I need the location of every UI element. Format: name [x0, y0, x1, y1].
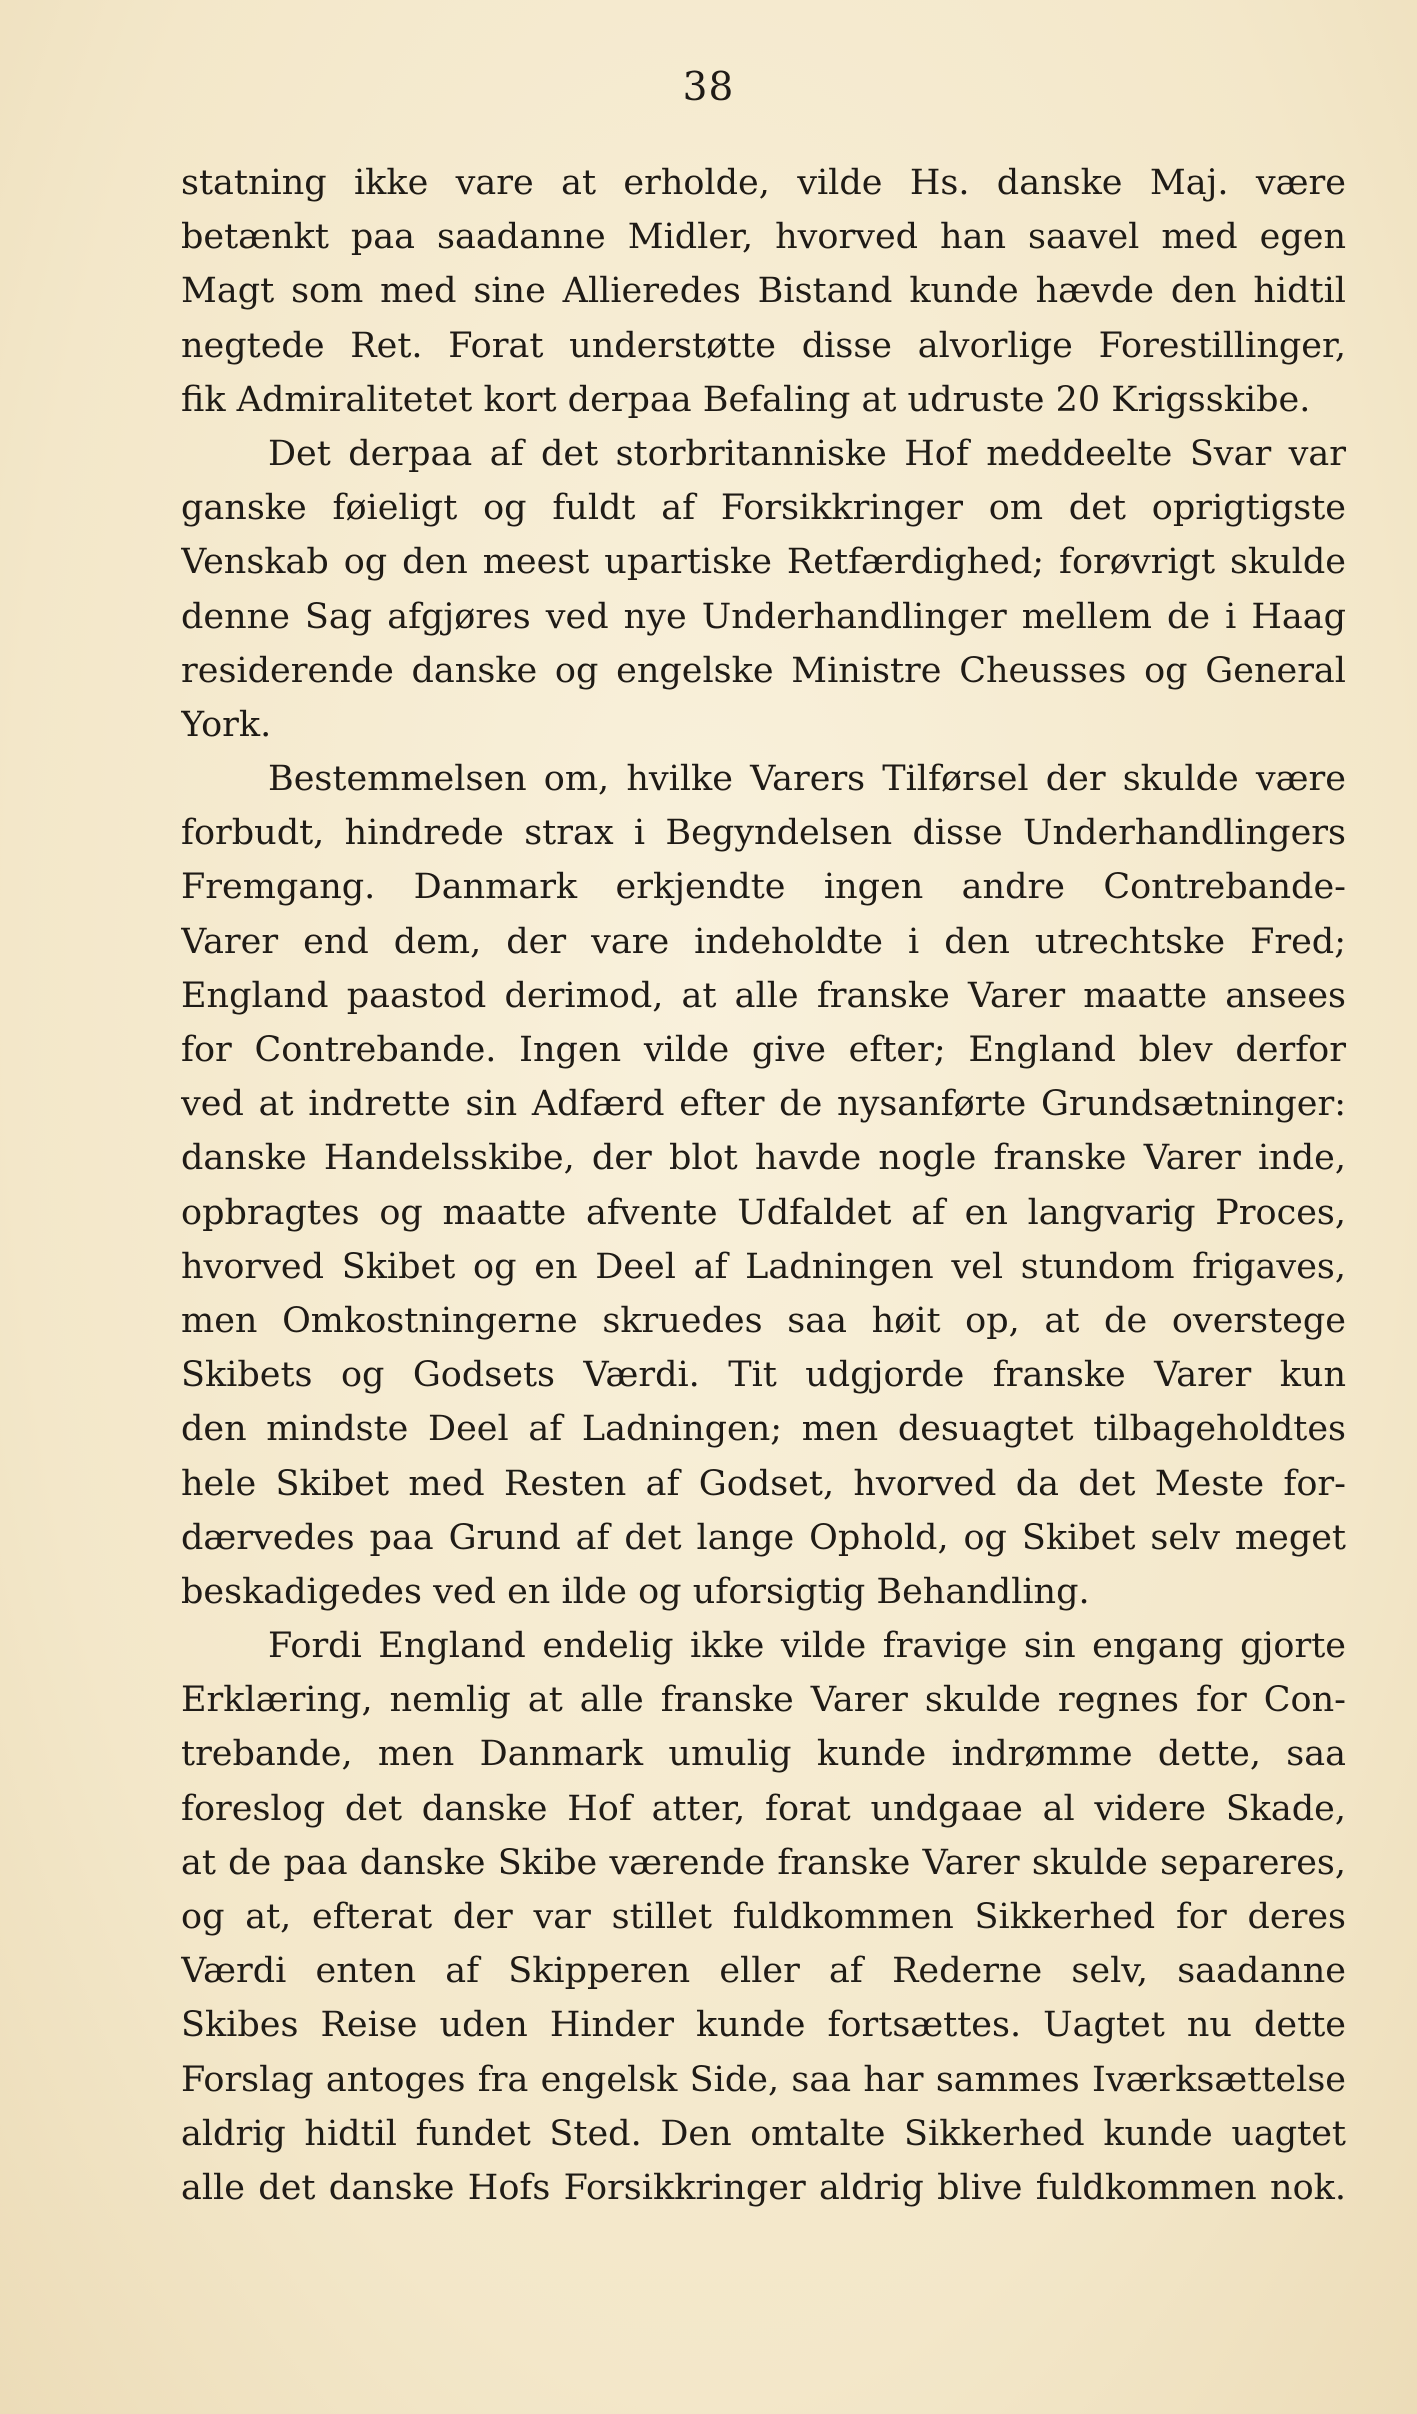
text-line: Magt som med sine Allieredes Bistand kunde hævde den hidtil	[181, 271, 1346, 312]
text-line: aldrig hidtil fundet Sted. Den omtalte Sikkerhed kunde uagtet	[181, 2113, 1346, 2154]
text-line: residerende danske og engelske Ministre Cheusses og General	[181, 650, 1346, 691]
page-number: 38	[682, 65, 735, 110]
text-line: Erklæring, nemlig at alle franske Varer skulde regnes for Con-	[181, 1680, 1346, 1721]
text-line: hvorved Skibet og en Deel af Ladningen vel stundom frigaves,	[181, 1246, 1346, 1287]
text-line: denne Sag afgjøres ved nye Underhandlinger mellem de i Haag	[181, 596, 1346, 637]
text-line: dærvedes paa Grund af det lange Ophold, og Skibet selv meget	[181, 1517, 1346, 1558]
text-line: Det derpaa af det storbritanniske Hof meddeelte Svar var	[268, 433, 1346, 474]
text-line: Værdi enten af Skipperen eller af Rederne selv, saadanne	[181, 1951, 1346, 1992]
text-line: negtede Ret. Forat understøtte disse alvorlige Forestillinger,	[181, 325, 1346, 366]
text-line: hele Skibet med Resten af Godset, hvorved da det Meste for-	[181, 1463, 1346, 1504]
text-line: Skibes Reise uden Hinder kunde fortsættes. Uagtet nu dette	[181, 2005, 1346, 2046]
text-line: fik Admiralitetet kort derpaa Befaling at udruste 20 Krigsskibe.	[181, 379, 1311, 420]
text-line: beskadigedes ved en ilde og uforsigtig Behandling.	[181, 1571, 1090, 1612]
text-line: Forslag antoges fra engelsk Side, saa har sammes Iværksættelse	[181, 2059, 1346, 2100]
text-line: Fremgang. Danmark erkjendte ingen andre Contrebande-	[181, 867, 1346, 908]
text-line: England paastod derimod, at alle franske Varer maatte ansees	[181, 975, 1346, 1016]
text-line: alle det danske Hofs Forsikkringer aldrig blive fuldkommen nok.	[181, 2167, 1346, 2208]
text-line: foreslog det danske Hof atter, forat undgaae al videre Skade,	[181, 1788, 1346, 1829]
text-line: ved at indrette sin Adfærd efter de nysanførte Grundsætninger:	[181, 1084, 1346, 1125]
text-line: Fordi England endelig ikke vilde fravige sin engang gjorte	[268, 1626, 1346, 1667]
text-line: Venskab og den meest upartiske Retfærdighed; forøvrigt skulde	[181, 542, 1346, 583]
text-line: Bestemmelsen om, hvilke Varers Tilførsel der skulde være	[268, 759, 1346, 800]
text-line: for Contrebande. Ingen vilde give efter; England blev derfor	[181, 1030, 1346, 1070]
text-line: ganske føieligt og fuldt af Forsikkringer om det oprigtigste	[181, 488, 1346, 529]
text-line: betænkt paa saadanne Midler, hvorved han saavel med egen	[181, 217, 1346, 258]
text-line: den mindste Deel af Ladningen; men desuagtet tilbageholdtes	[181, 1409, 1346, 1450]
text-line: opbragtes og maatte afvente Udfaldet af en langvarig Proces,	[181, 1192, 1346, 1233]
text-line: at de paa danske Skibe værende franske Varer skulde separeres,	[181, 1842, 1346, 1883]
text-line: danske Handelsskibe, der blot havde nogle franske Varer inde,	[181, 1138, 1346, 1179]
text-line: forbudt, hindrede strax i Begyndelsen disse Underhandlingers	[181, 813, 1346, 854]
text-line: York.	[181, 704, 272, 745]
text-line: og at, efterat der var stillet fuldkommen Sikkerhed for deres	[181, 1897, 1346, 1937]
text-line: Skibets og Godsets Værdi. Tit udgjorde franske Varer kun	[181, 1355, 1346, 1396]
body-text	[181, 156, 1346, 2215]
text-line: Varer end dem, der vare indeholdte i den utrechtske Fred;	[181, 921, 1346, 962]
text-line: statning ikke vare at erholde, vilde Hs. danske Maj. være	[181, 163, 1346, 203]
text-line: trebande, men Danmark umulig kunde indrømme dette, saa	[181, 1734, 1346, 1775]
text-line: men Omkostningerne skruedes saa høit op, at de overstege	[181, 1300, 1346, 1341]
